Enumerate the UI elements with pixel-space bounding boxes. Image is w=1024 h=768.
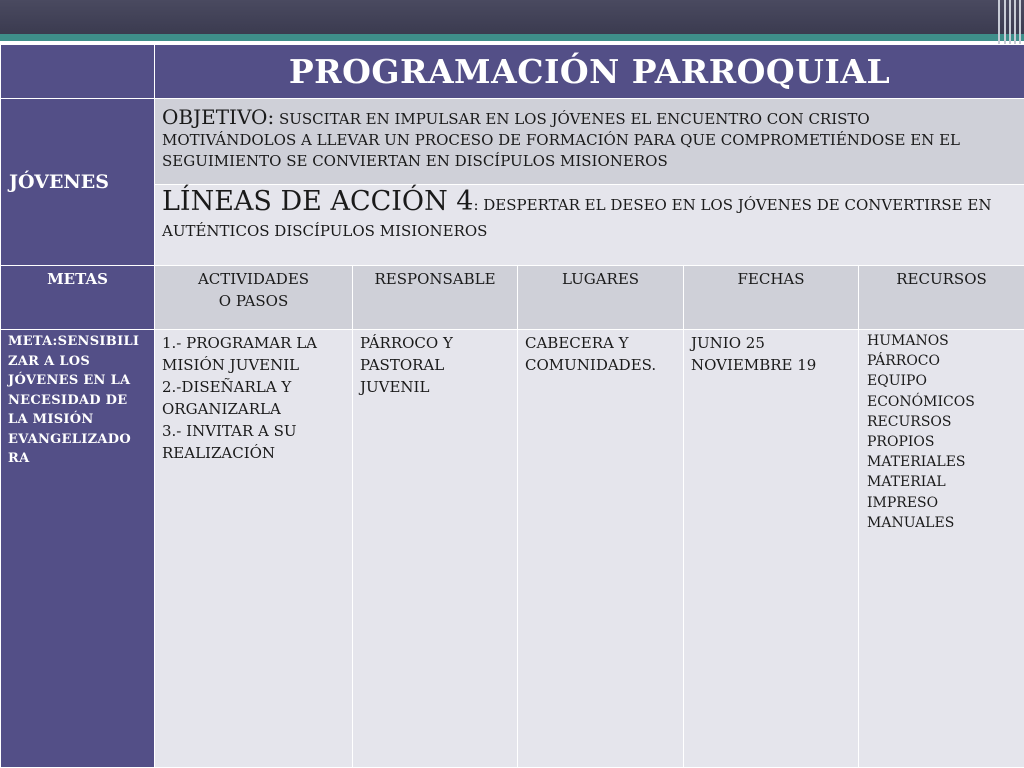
programacion-table <box>0 44 1024 768</box>
header-lugares: LUGARES <box>518 266 684 330</box>
page-title: PROGRAMACIÓN PARROQUIAL <box>155 45 1024 99</box>
objetivo-lead: OBJETIVO: <box>162 105 275 129</box>
meta-line: NECESIDAD DE <box>8 392 128 408</box>
recursos-line: PÁRROCO <box>867 353 940 370</box>
top-banner <box>0 0 1024 34</box>
objetivo-line: SUSCITAR EN IMPULSAR EN LOS JÓVENES EL ENCUENTRO CON CRISTO <box>278 110 870 128</box>
lineas-line: AUTÉNTICOS DISCÍPULOS MISIONEROS <box>162 222 488 240</box>
actividad-line: 3.- INVITAR A SU <box>162 422 297 440</box>
objetivo-line: SEGUIMIENTO SE CONVIERTAN EN DISCÍPULOS MISIONEROS <box>162 152 668 170</box>
header-metas: METAS <box>1 266 155 330</box>
header-responsable: RESPONSABLE <box>353 266 518 330</box>
lineas-lead: LÍNEAS DE ACCIÓN 4 <box>162 186 474 217</box>
lugares-cell <box>518 330 684 768</box>
objetivo-cell <box>155 99 1024 185</box>
meta-line: LA MISIÓN <box>8 412 94 427</box>
recursos-line: EQUIPO <box>867 373 927 390</box>
decorative-stripes <box>992 0 1024 44</box>
teal-divider <box>0 34 1024 41</box>
header-actividades-line: O PASOS <box>218 292 289 310</box>
responsable-cell <box>353 330 518 768</box>
header-fechas: FECHAS <box>684 266 859 330</box>
actividad-line: ORGANIZARLA <box>162 400 281 418</box>
fechas-line: NOVIEMBRE 19 <box>691 356 817 374</box>
responsable-line: PÁRROCO Y <box>360 334 453 352</box>
meta-line: RA <box>8 451 30 466</box>
objetivo-line: MOTIVÁNDOLOS A LLEVAR UN PROCESO DE FORMACIÓN PARA QUE COMPROMETIÉNDOSE EN EL <box>162 131 960 149</box>
recursos-line: MATERIALES <box>867 454 966 471</box>
lugares-line: CABECERA Y <box>525 334 629 352</box>
meta-line: EVANGELIZADO <box>8 431 131 447</box>
recursos-line: MATERIAL <box>867 474 946 491</box>
fechas-line: JUNIO 25 <box>691 334 765 352</box>
recursos-cell <box>859 330 1024 768</box>
actividad-line: 1.- PROGRAMAR LA <box>162 334 317 352</box>
meta-line: ZAR A LOS <box>8 353 91 369</box>
recursos-line: ECONÓMICOS <box>867 393 975 410</box>
group-label: JÓVENES <box>1 99 155 266</box>
recursos-line: MANUALES <box>867 514 955 531</box>
actividad-line: 2.-DISEÑARLA Y <box>162 378 292 396</box>
actividad-line: REALIZACIÓN <box>162 444 276 462</box>
header-actividades <box>155 266 353 330</box>
responsable-line: PASTORAL <box>360 356 445 374</box>
lineas-line: : DESPERTAR EL DESEO EN LOS JÓVENES DE CONVERTIRSE EN <box>473 196 992 214</box>
header-recursos: RECURSOS <box>859 266 1024 330</box>
meta-line: META:SENSIBILI <box>8 334 140 349</box>
actividad-line: MISIÓN JUVENIL <box>162 356 300 374</box>
header-actividades-line: ACTIVIDADES <box>197 270 310 288</box>
corner-cell <box>1 45 155 99</box>
recursos-line: RECURSOS <box>867 413 952 430</box>
recursos-line: IMPRESO <box>867 494 939 511</box>
lineas-cell <box>155 185 1024 266</box>
responsable-line: JUVENIL <box>360 378 430 396</box>
fechas-cell <box>684 330 859 768</box>
recursos-line: PROPIOS <box>867 434 935 451</box>
lugares-line: COMUNIDADES. <box>525 356 657 374</box>
meta-line: JÓVENES EN LA <box>8 373 131 388</box>
actividades-cell <box>155 330 353 768</box>
meta-cell <box>1 330 155 768</box>
recursos-line: HUMANOS <box>867 333 949 349</box>
